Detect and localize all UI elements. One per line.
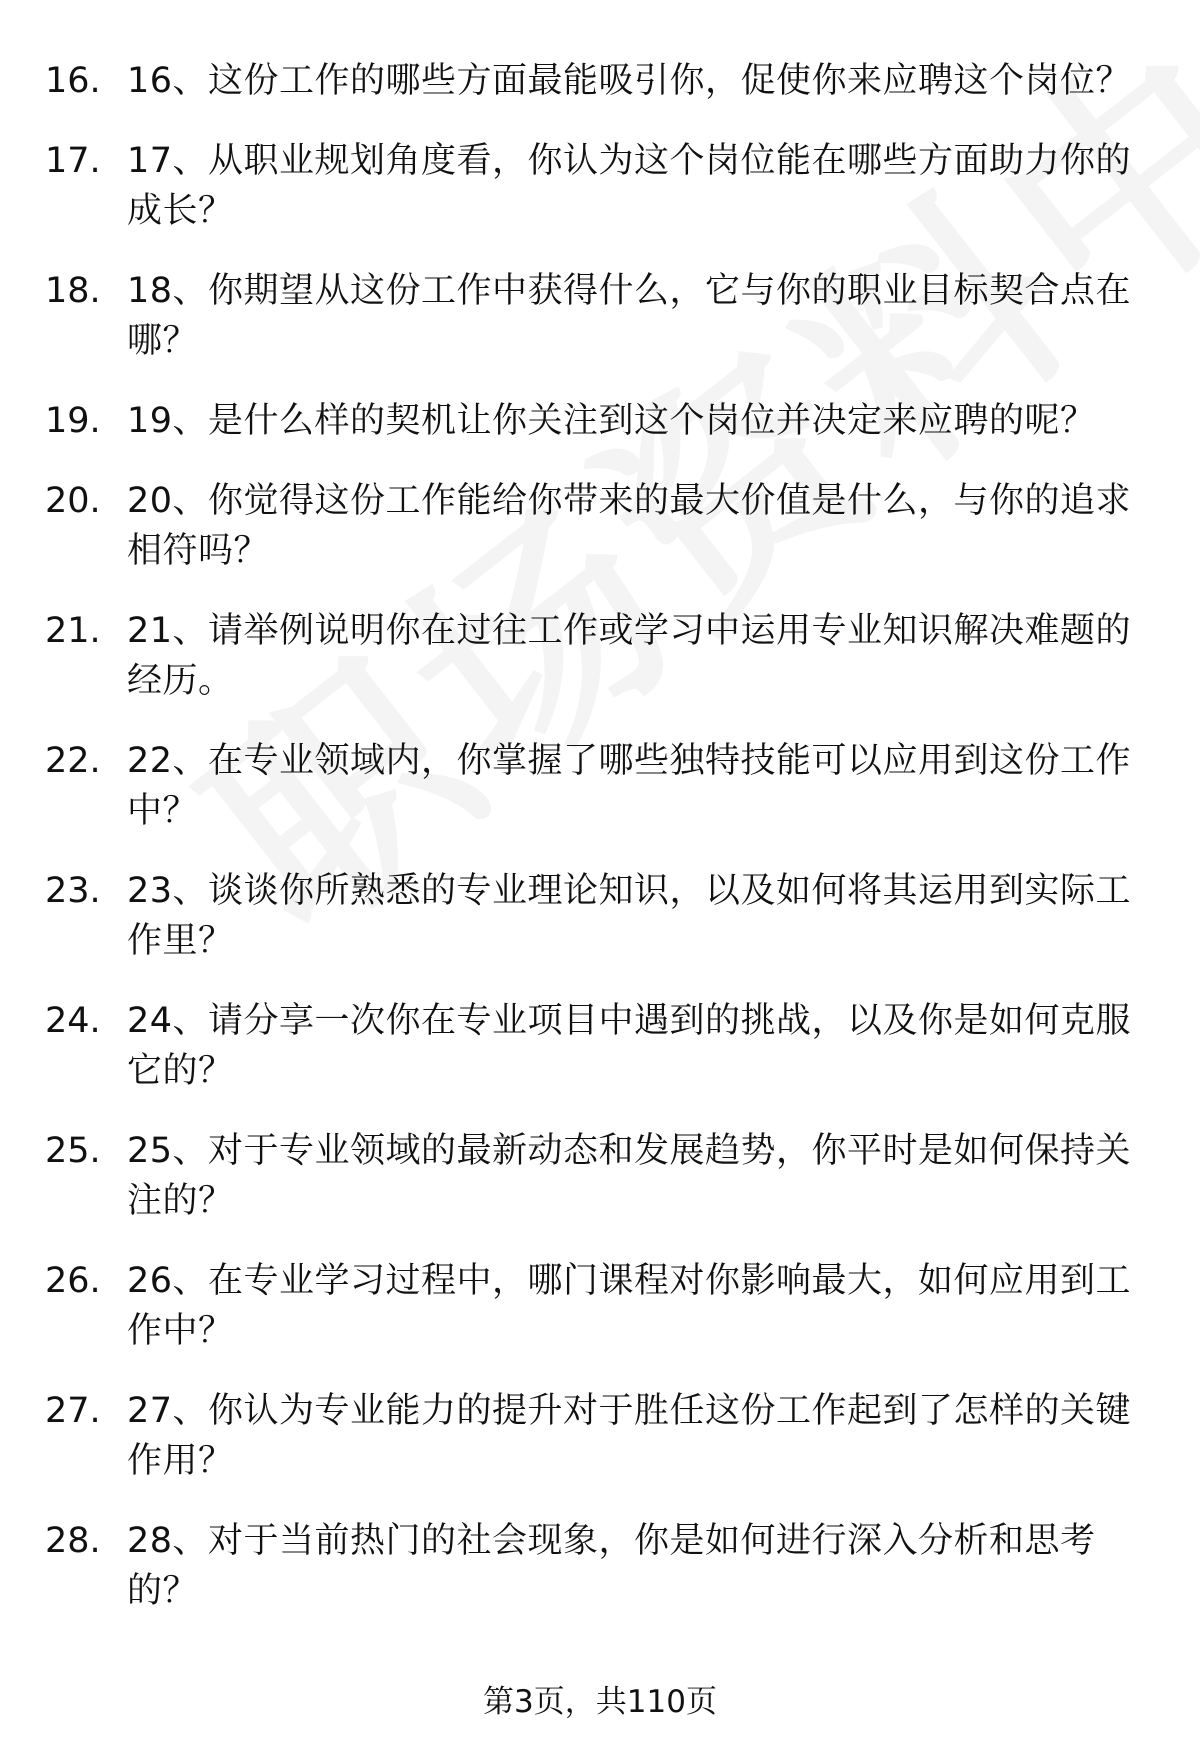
- list-item: [0, 56, 1200, 106]
- item-number: 18.: [45, 271, 101, 311]
- item-number: 16.: [45, 61, 101, 101]
- item-text: 26、在专业学习过程中，哪门课程对你影响最大，如何应用到工作中？: [127, 1261, 1132, 1351]
- item-text: 18、你期望从这份工作中获得什么，它与你的职业目标契合点在哪？: [127, 271, 1132, 361]
- item-text: 21、请举例说明你在过往工作或学习中运用专业知识解决难题的经历。: [127, 611, 1132, 701]
- item-text: 19、是什么样的契机让你关注到这个岗位并决定来应聘的呢？: [127, 401, 1096, 441]
- item-text: 27、你认为专业能力的提升对于胜任这份工作起到了怎样的关键作用？: [127, 1391, 1132, 1481]
- page-footer: 第3页，共110页: [483, 1684, 717, 1720]
- item-number: 19.: [45, 401, 101, 441]
- item-text: 17、从职业规划角度看，你认为这个岗位能在哪些方面助力你的成长？: [127, 141, 1132, 231]
- list-item: [0, 266, 1200, 366]
- list-item: [0, 996, 1200, 1096]
- item-text: 22、在专业领域内，你掌握了哪些独特技能可以应用到这份工作中？: [127, 741, 1132, 831]
- item-number: 25.: [45, 1131, 101, 1171]
- list-item: [0, 136, 1200, 236]
- item-text: 20、你觉得这份工作能给你带来的最大价值是什么，与你的追求相符吗？: [127, 481, 1132, 571]
- item-text: 25、对于专业领域的最新动态和发展趋势，你平时是如何保持关注的？: [127, 1131, 1132, 1221]
- item-number: 26.: [45, 1261, 101, 1301]
- list-item: [0, 866, 1200, 966]
- list-item: [0, 606, 1200, 706]
- item-text: 16、这份工作的哪些方面最能吸引你，促使你来应聘这个岗位？: [127, 61, 1132, 101]
- item-number: 24.: [45, 1001, 101, 1041]
- item-number: 21.: [45, 611, 101, 651]
- list-item: [0, 1256, 1200, 1356]
- item-number: 23.: [45, 871, 101, 911]
- list-item: [0, 1126, 1200, 1226]
- list-item: [0, 476, 1200, 576]
- item-text: 24、请分享一次你在专业项目中遇到的挑战，以及你是如何克服它的？: [127, 1001, 1132, 1091]
- list-item: [0, 396, 1200, 446]
- list-item: [0, 1516, 1200, 1616]
- item-text: 23、谈谈你所熟悉的专业理论知识，以及如何将其运用到实际工作里？: [127, 871, 1132, 961]
- item-number: 20.: [45, 481, 101, 521]
- list-item: [0, 736, 1200, 836]
- item-number: 27.: [45, 1391, 101, 1431]
- question-list: [0, 56, 1200, 1646]
- item-number: 22.: [45, 741, 101, 781]
- list-item: [0, 1386, 1200, 1486]
- item-number: 28.: [45, 1521, 101, 1561]
- item-number: 17.: [45, 141, 101, 181]
- item-text: 28、对于当前热门的社会现象，你是如何进行深入分析和思考的？: [127, 1521, 1096, 1611]
